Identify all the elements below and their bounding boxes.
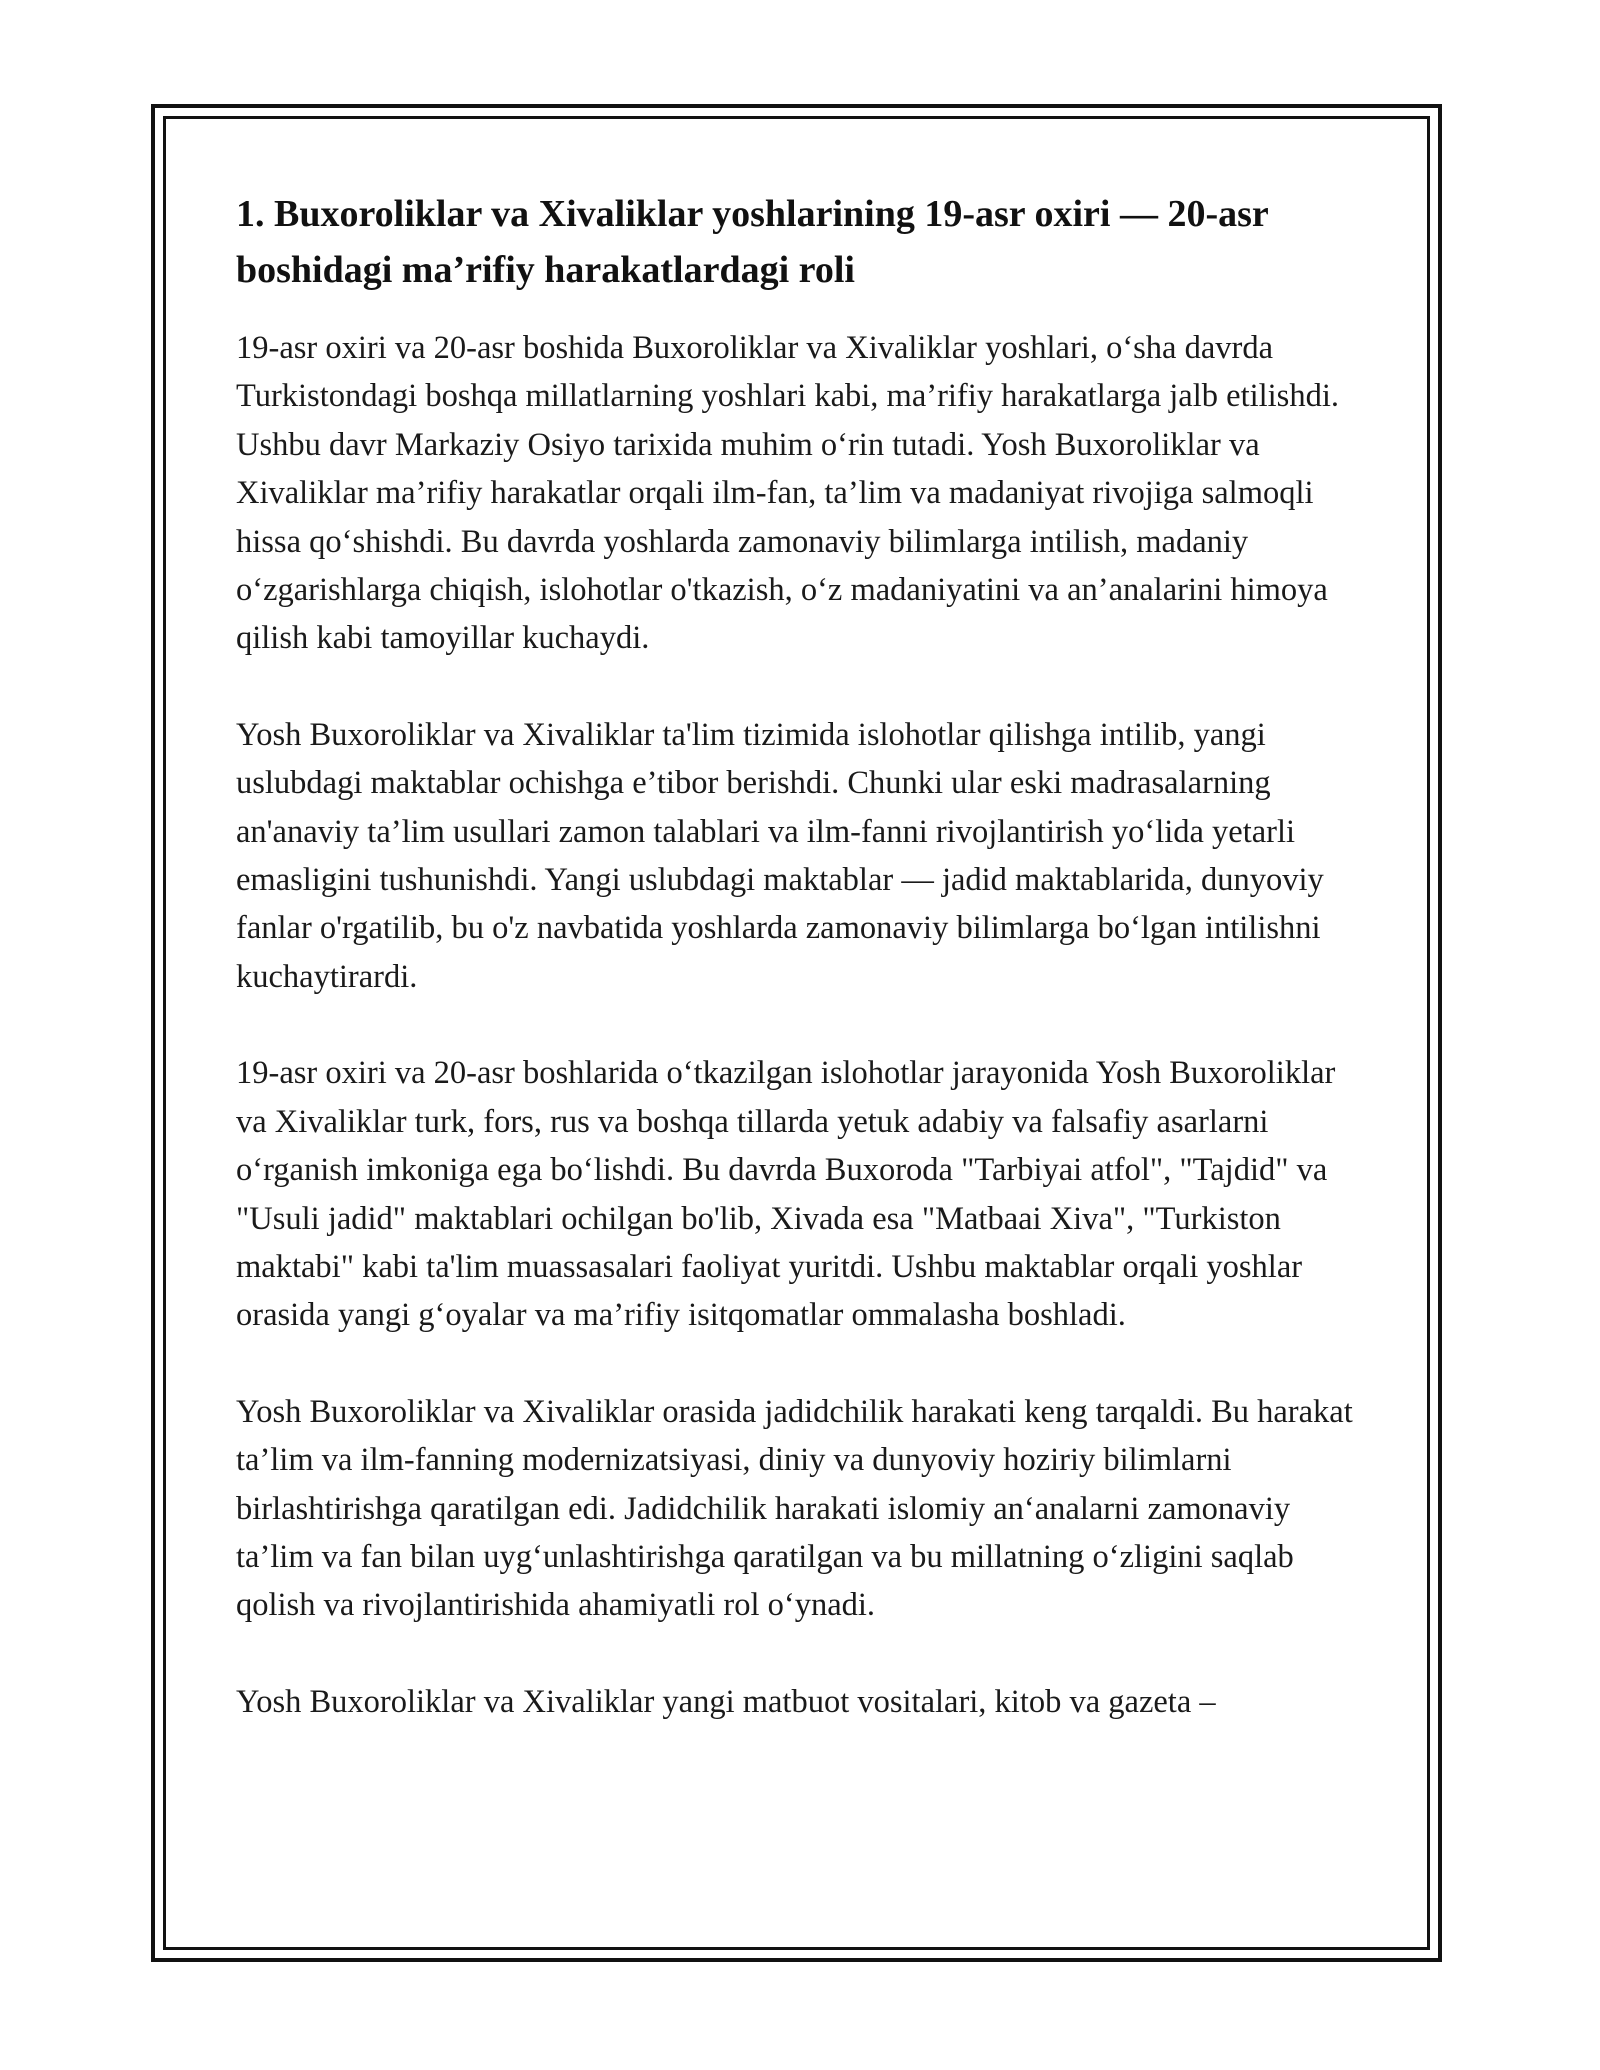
document-title: 1. Buxoroliklar va Xivaliklar yoshlarining 19-asr oxiri — 20-asr boshidagi ma’rifiy harakatlardagi roli (236, 193, 1269, 291)
paragraph: Yosh Buxoroliklar va Xivaliklar ta'lim tizimida islohotlar qilishga intilib, yangi uslubdagi maktablar ochishga e’tibor berishdi. Chunki ular eski madrasalarning an'anaviy ta’lim usullari zamon talablari va ilm-fanni rivojlantirish yo‘lida yetarli emasligini tushunishdi. Yangi uslubdagi maktablar — jadid maktablarida, dunyoviy fanlar o'rgatilib, bu o'z navbatida yoshlarda zamonaviy bilimlarga bo‘lgan intilishni kuchaytirardi. (236, 716, 1324, 995)
paragraph: 19-asr oxiri va 20-asr boshida Buxoroliklar va Xivaliklar yoshlari, o‘sha davrda Turkistondagi boshqa millatlarning yoshlari kabi, ma’rifiy harakatlarga jalb etilishdi. Ushbu davr Markaziy Osiyo tarixida muhim o‘rin tutadi. Yosh Buxoroliklar va Xivaliklar ma’rifiy harakatlar orqali ilm-fan, ta’lim va madaniyat rivojiga salmoqli hissa qo‘shishdi. Bu davrda yoshlarda zamonaviy bilimlarga intilish, madaniy o‘zgarishlarga chiqish, islohotlar o'tkazish, o‘z madaniyatini va an’analarini himoya qilish kabi tamoyillar kuchaydi. (236, 330, 1339, 657)
document-body (236, 186, 1372, 1726)
paragraph: 19-asr oxiri va 20-asr boshlarida o‘tkazilgan islohotlar jarayonida Yosh Buxoroliklar va Xivaliklar turk, fors, rus va boshqa tillarda yetuk adabiy va falsafiy asarlarni o‘rganish imkoniga ega bo‘lishdi. Bu davrda Buxoroda "Tarbiyai atfol", "Tajdid" va "Usuli jadid" maktablari ochilgan bo'lib, Xivada esa "Matbaai Xiva", "Turkiston maktabi" kabi ta'lim muassasalari faoliyat yuritdi. Ushbu maktablar orqali yoshlar orasida yangi g‘oyalar va ma’rifiy isitqomatlar ommalasha boshladi. (236, 1055, 1336, 1334)
paragraph: Yosh Buxoroliklar va Xivaliklar orasida jadidchilik harakati keng tarqaldi. Bu harakat ta’lim va ilm-fanning modernizatsiyasi, diniy va dunyoviy hoziriy bilimlarni birlashtirishga qaratilgan edi. Jadidchilik harakati islomiy an‘analarni zamonaviy ta’lim va fan bilan uyg‘unlashtirishga qaratilgan va bu millatning o‘zligini saqlab qolish va rivojlantirishida ahamiyatli rol o‘ynadi. (236, 1393, 1353, 1624)
paragraph: Yosh Buxoroliklar va Xivaliklar yangi matbuot vositalari, kitob va gazeta – (236, 1683, 1216, 1720)
